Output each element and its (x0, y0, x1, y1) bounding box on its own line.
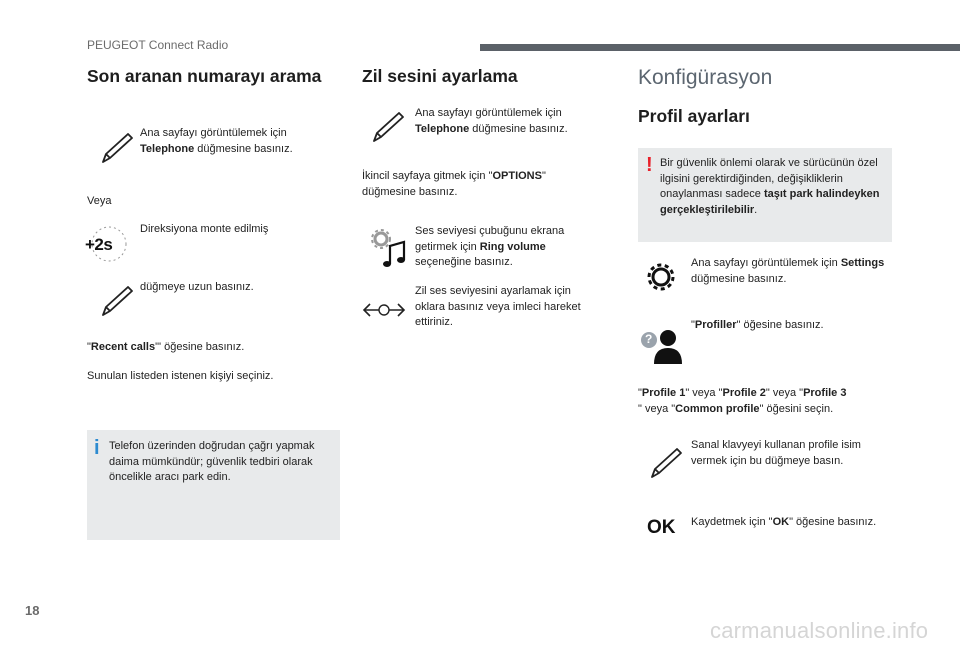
steering-2s-icon (87, 222, 131, 266)
step-telephone: Ana sayfayı görüntülemek için Telephone düğmesine basınız. (87, 126, 340, 166)
step-choose-profile: "Profile 1" veya "Profile 2" veya "Profile 3 " veya "Common profile" öğesini seçin. (638, 387, 847, 415)
step-recent-calls: "Recent calls"' öğesine basınız. (87, 341, 245, 353)
page-number: 18 (25, 603, 40, 618)
section-title-config: Konfigürasyon (638, 66, 773, 89)
section-title-ringtone: Zil sesini ayarlama (362, 66, 518, 86)
section-config (638, 64, 892, 538)
warning-note: ! Bir güvenlik önlemi olarak ve sürücünün özel ilgisini gerektirdiğinden, değişikliklerin onaylanması sadece taşıt park halindeyken gerçekleştirilebilir. (638, 148, 892, 242)
pencil-icon (368, 108, 408, 148)
gear-music-icon (366, 224, 410, 270)
slider-arrows-icon (362, 300, 406, 320)
step-rename-profile: Sanal klavyeyi kullanan profile isim vermek için bu düğmeye basın. (638, 438, 892, 482)
header-title: PEUGEOT Connect Radio (87, 38, 229, 52)
ok-icon: OK (647, 517, 676, 538)
or-label: Veya (87, 195, 112, 207)
gear-icon (646, 262, 676, 292)
step-save: OK Kaydetmek için "OK" öğesine basınız. (647, 516, 877, 538)
steering-2s-label: +2s (85, 235, 113, 254)
step-telephone: Ana sayfayı görüntülemek için Telephone düğmesine basınız. (362, 106, 602, 146)
profile-icon (640, 328, 684, 364)
pencil-icon (646, 444, 686, 484)
step-options: İkincil sayfaya gitmek için "OPTIONS" düğmesine basınız. (362, 170, 546, 198)
step-profiles: ? "Profiller" öğesine basınız. (638, 318, 892, 362)
info-icon: i (94, 437, 100, 459)
section-title-recent-calls: Son aranan numarayı arama (87, 66, 322, 86)
step-settings: Ana sayfayı görüntülemek için Settings düğmesine basınız. (638, 256, 892, 296)
section-recent-calls (85, 64, 340, 483)
section-ringtone (362, 64, 602, 328)
warning-icon: ! (646, 154, 653, 176)
step-long-press: düğmeye uzun basınız. (87, 278, 340, 318)
step-steering-button: +2s Direksiyona monte edilmiş (87, 222, 340, 262)
step-ring-volume: Ses seviyesi çubuğunu ekrana getirmek için Ring volume seçeneğine basınız. (362, 224, 602, 272)
info-note: i Telefon üzerinden doğrudan çağrı yapmak daima mümkündür; güvenlik tedbiri olarak öncelikle aracı park edin. (87, 430, 340, 540)
pencil-icon (97, 129, 137, 169)
step-adjust-volume: Zil ses seviyesini ayarlamak için oklara basınız veya imleci hareket ettiriniz. (362, 284, 602, 332)
pencil-icon (97, 282, 137, 322)
header-rule (480, 44, 960, 51)
watermark: carmanualsonline.info (710, 618, 929, 643)
step-select-contact: Sunulan listeden istenen kişiyi seçiniz. (87, 370, 274, 382)
profile-question-mark: ? (645, 332, 653, 346)
section-subtitle-profile: Profil ayarları (638, 106, 750, 126)
